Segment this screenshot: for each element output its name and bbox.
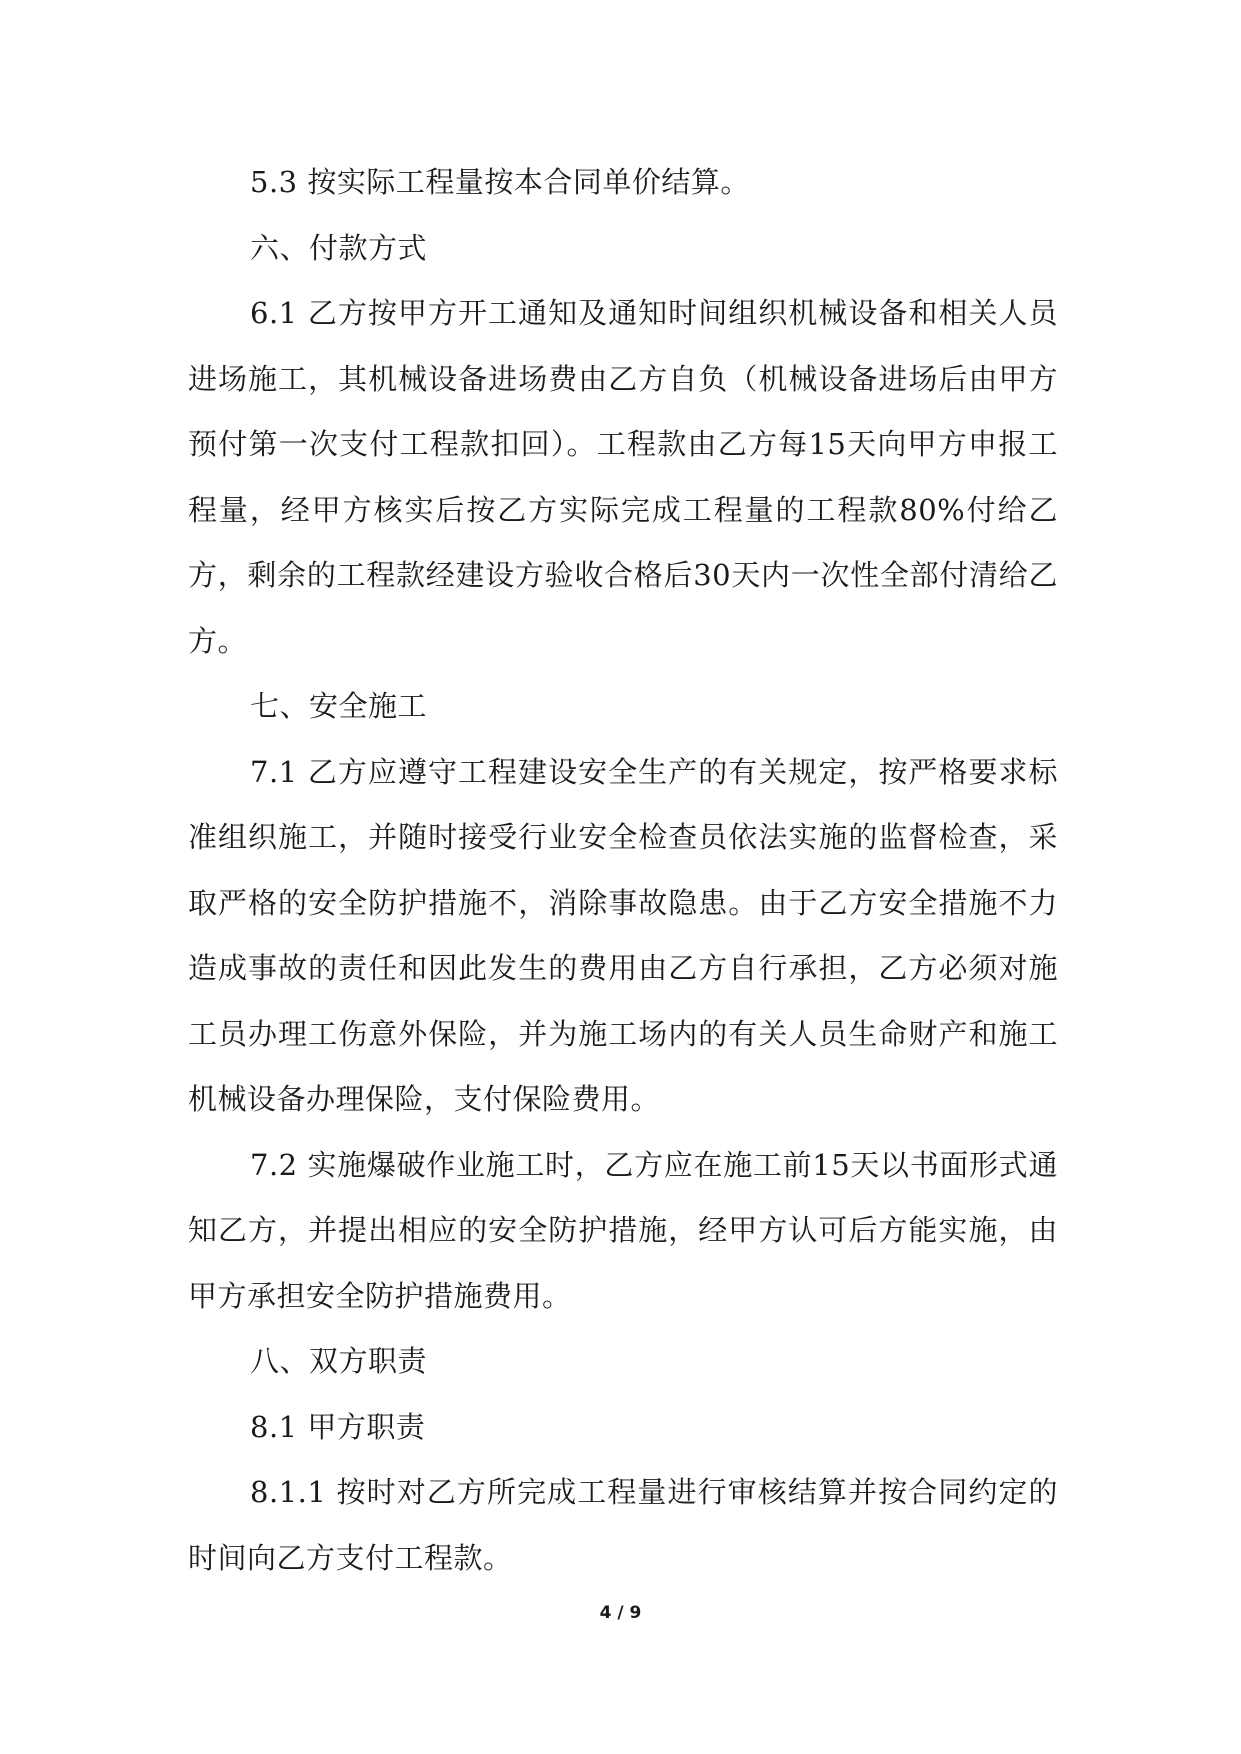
clause-7-2: 7.2 实施爆破作业施工时，乙方应在施工前15天以书面形式通知乙方，并提出相应的安全防护措施，经甲方认可后方能实施，由甲方承担安全防护措施费用。 (188, 1147, 1058, 1313)
clause-8-1-1: 8.1.1 按时对乙方所完成工程量进行审核结算并按合同约定的时间向乙方支付工程款。 (188, 1475, 1058, 1575)
clause-7-1: 7.1 乙方应遵守工程建设安全生产的有关规定，按严格要求标准组织施工，并随时接受行业安全检查员依法实施的监督检查，采取严格的安全防护措施不，消除事故隐患。由于乙方安全措施不力造成事故的责任和因此发生的费用由乙方自行承担，乙方必须对施工员办理工伤意外保险，并为施工场内的有关人员生命财产和施工机械设备办理保险，支付保险费用。 (188, 754, 1058, 1116)
page-number: 4 / 9 (599, 1603, 642, 1623)
section-heading-6: 六、付款方式 (250, 230, 428, 265)
section-heading-8: 八、双方职责 (250, 1344, 428, 1378)
subsection-heading-8-1: 8.1 甲方职责 (250, 1409, 426, 1444)
document-body (188, 150, 1058, 1591)
clause-5-3: 5.3 按实际工程量按本合同单价结算。 (250, 165, 750, 199)
clause-6-1: 6.1 乙方按甲方开工通知及通知时间组织机械设备和相关人员进场施工，其机械设备进场费由乙方自负（机械设备进场后由甲方预付第一次支付工程款扣回）。工程款由乙方每15天向甲方申报工程量，经甲方核实后按乙方实际完成工程量的工程款80%付给乙方，剩余的工程款经建设方验收合格后30天内一次性全部付清给乙方。 (188, 296, 1058, 658)
section-heading-7: 七、安全施工 (250, 689, 428, 723)
